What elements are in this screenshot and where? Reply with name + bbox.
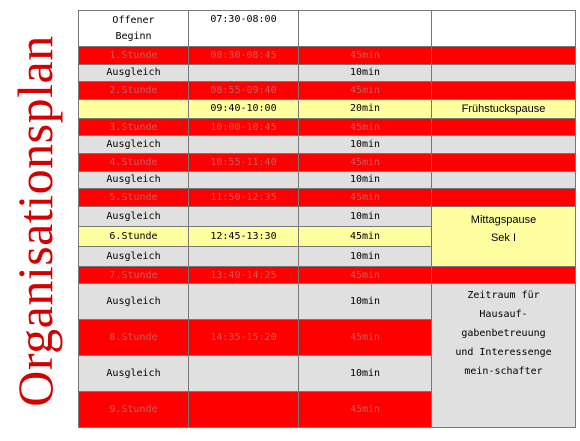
row-time bbox=[189, 64, 299, 82]
page-title: Organisationsplan bbox=[7, 34, 63, 407]
schedule-table bbox=[78, 10, 576, 428]
header-duration-cell bbox=[299, 11, 432, 47]
header-time-cell bbox=[189, 11, 299, 47]
row-label: 1.Stunde bbox=[79, 47, 189, 65]
row-label: 6.Stunde bbox=[79, 226, 189, 246]
break-note: Frühstuckspause bbox=[432, 99, 576, 118]
row-time: 11:50-12:35 bbox=[189, 189, 299, 207]
row-notes bbox=[432, 171, 576, 189]
header-row bbox=[79, 11, 576, 47]
row-time: 10:00-10:45 bbox=[189, 118, 299, 136]
row-time: 08:55-09:40 bbox=[189, 82, 299, 100]
row-duration: 45min bbox=[299, 266, 432, 284]
row-notes bbox=[432, 153, 576, 171]
row-duration: 10min bbox=[299, 246, 432, 266]
lunch-note-line2: Sek I bbox=[490, 231, 517, 244]
row-duration: 45min bbox=[299, 391, 432, 427]
row-notes bbox=[432, 47, 576, 65]
row-notes bbox=[432, 266, 576, 284]
row-label: 8.Stunde bbox=[79, 320, 189, 356]
row-time: 14:35-15:20 bbox=[189, 320, 299, 356]
homework-note bbox=[432, 284, 576, 428]
row-duration: 10min bbox=[299, 284, 432, 320]
row-label: Ausgleich bbox=[79, 136, 189, 154]
row-label bbox=[79, 99, 189, 118]
homework-note-line: Zeitraum für bbox=[467, 290, 540, 302]
row-time bbox=[189, 206, 299, 226]
row-duration: 45min bbox=[299, 189, 432, 207]
row-notes bbox=[432, 118, 576, 136]
lunch-note-line1: Mittagspause bbox=[470, 213, 537, 226]
row-duration: 10min bbox=[299, 136, 432, 154]
row-label: 2.Stunde bbox=[79, 82, 189, 100]
table-row bbox=[79, 99, 576, 118]
row-label: 5.Stunde bbox=[79, 189, 189, 207]
table-row bbox=[79, 189, 576, 207]
table-row bbox=[79, 171, 576, 189]
table-row bbox=[79, 47, 576, 65]
row-time: 12:45-13:30 bbox=[189, 226, 299, 246]
row-notes bbox=[432, 136, 576, 154]
row-label: 7.Stunde bbox=[79, 266, 189, 284]
row-time bbox=[189, 171, 299, 189]
row-duration: 45min bbox=[299, 47, 432, 65]
row-time: 10:55-11:40 bbox=[189, 153, 299, 171]
title-container bbox=[0, 0, 70, 441]
row-time bbox=[189, 356, 299, 392]
row-time bbox=[189, 136, 299, 154]
table-row bbox=[79, 284, 576, 320]
table-row bbox=[79, 266, 576, 284]
row-label: Ausgleich bbox=[79, 284, 189, 320]
row-time: 13:40-14:25 bbox=[189, 266, 299, 284]
table-row bbox=[79, 64, 576, 82]
row-notes bbox=[432, 64, 576, 82]
row-time bbox=[189, 391, 299, 427]
row-time: 09:40-10:00 bbox=[189, 99, 299, 118]
homework-note-line: mein-schafter bbox=[464, 366, 543, 378]
row-duration: 10min bbox=[299, 64, 432, 82]
row-duration: 45min bbox=[299, 226, 432, 246]
header-label-line2: Beginn bbox=[115, 30, 152, 42]
row-label: Ausgleich bbox=[79, 206, 189, 226]
row-label: Ausgleich bbox=[79, 356, 189, 392]
homework-note-line: und Interessenge bbox=[455, 347, 552, 359]
row-duration: 10min bbox=[299, 206, 432, 226]
row-duration: 20min bbox=[299, 99, 432, 118]
row-duration: 45min bbox=[299, 118, 432, 136]
row-time: 08:30-08:45 bbox=[189, 47, 299, 65]
table-row bbox=[79, 136, 576, 154]
table-row bbox=[79, 153, 576, 171]
row-label: 4.Stunde bbox=[79, 153, 189, 171]
homework-note-line: gabenbetreuung bbox=[461, 328, 546, 340]
row-label: 9.Stunde bbox=[79, 391, 189, 427]
row-duration: 10min bbox=[299, 171, 432, 189]
row-label: Ausgleich bbox=[79, 246, 189, 266]
row-time bbox=[189, 246, 299, 266]
lunch-note bbox=[432, 206, 576, 266]
header-label-line1: Offener bbox=[112, 14, 155, 26]
header-time: 07:30-08:00 bbox=[210, 14, 277, 25]
row-notes bbox=[432, 82, 576, 100]
homework-note-line: Hausauf- bbox=[479, 309, 528, 321]
row-duration: 45min bbox=[299, 320, 432, 356]
table-row bbox=[79, 82, 576, 100]
row-duration: 45min bbox=[299, 82, 432, 100]
row-notes bbox=[432, 189, 576, 207]
row-duration: 45min bbox=[299, 153, 432, 171]
header-label-cell bbox=[79, 11, 189, 47]
row-label: Ausgleich bbox=[79, 171, 189, 189]
row-duration: 10min bbox=[299, 356, 432, 392]
row-time bbox=[189, 284, 299, 320]
row-label: Ausgleich bbox=[79, 64, 189, 82]
header-notes-cell bbox=[432, 11, 576, 47]
row-label: 3.Stunde bbox=[79, 118, 189, 136]
table-row bbox=[79, 118, 576, 136]
table-row bbox=[79, 206, 576, 226]
